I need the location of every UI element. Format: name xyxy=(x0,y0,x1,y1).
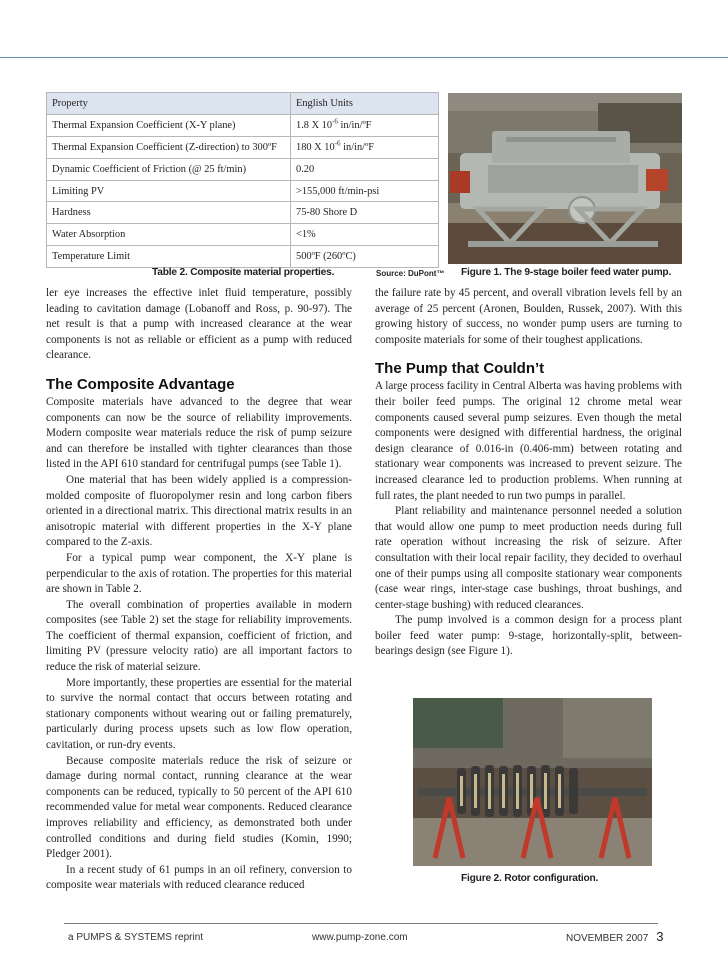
row-value: 180 X $10^{-6}$ in/in/ºF xyxy=(291,136,439,158)
footer-rule xyxy=(64,923,658,924)
left-paragraph: ler eye increases the effective inlet fluid temperature, possibly leading to cavitation damage (Lobanoff and Ross, p. 90-97). The net result is that a pump with increased clearance at the wear components is not as reliable or efficient as a pump with reduced clearance. xyxy=(46,287,352,362)
left-paragraph: Composite materials have advanced to the degree that wear components can now be the source of reliability improvements. Modern composite wear materials reduce the risk of pump seizure and can therefore be installed with tighter clearances than those listed in the API 610 standard for centrifugal pumps (see Table 1). xyxy=(46,395,352,471)
table-row xyxy=(47,246,439,268)
figure2-caption: Figure 2. Rotor configuration. xyxy=(461,873,599,884)
right-paragraph: the failure rate by 45 percent, and overall vibration levels fell by an average of 25 percent (Aronen, Boulden, Russek, 2007). With this growing history of success, no wonder pump users are turning to composite materials for some of their toughest applications. xyxy=(375,287,682,346)
left-paragraph: For a typical pump wear component, the X-Y plane is perpendicular to the axis of rotation. The properties for this material are shown in Table 2. xyxy=(46,551,352,596)
right-column xyxy=(375,286,682,660)
right-paragraph: The pump involved is a common design for a process plant boiler feed water pump: 9-stage, horizontally-split, between-bearings design (see Figure 1). xyxy=(375,614,682,658)
row-property: Thermal Expansion Coefficient (Z-direction) to 300ºF xyxy=(47,136,291,158)
left-paragraph: More importantly, these properties are essential for the material to survive the normal contact that occurs between rotating and stationary components without wearing out or failing prematurely, particularly during process upsets such as low flow operation, cavitation, or run-dry events. xyxy=(46,676,352,752)
header-property: Property xyxy=(47,93,291,115)
page-number: 3 xyxy=(656,929,664,944)
table-row xyxy=(47,114,439,136)
right-paragraph: Plant reliability and maintenance personnel needed a solution that would allow one pump to meet production needs during full rate operation without increasing the risk of seizure. After consultation with their local repair facility, they decided to overhaul one of their pumps using all composite stationary wear components (case wear rings, inter-stage case bushings, throat bushings, and center-stage bushing) with reduced clearances. xyxy=(375,505,682,611)
properties-table xyxy=(46,92,439,268)
row-property: Hardness xyxy=(47,202,291,224)
footer-date: NOVEMBER 2007 xyxy=(566,933,649,944)
row-value: 0.20 xyxy=(291,158,439,180)
row-value: 75-80 Shore D xyxy=(291,202,439,224)
row-property: Dynamic Coefficient of Friction (@ 25 ft/min) xyxy=(47,158,291,180)
pump-photo xyxy=(448,93,682,264)
rotor-photo xyxy=(413,698,652,866)
table-row xyxy=(47,224,439,246)
header-units: English Units xyxy=(291,93,439,115)
top-rule xyxy=(0,57,728,58)
row-property: Thermal Expansion Coefficient (X-Y plane) xyxy=(47,114,291,136)
table-caption: Table 2. Composite material properties. xyxy=(152,267,335,278)
heading-composite-advantage: The Composite Advantage xyxy=(46,375,235,393)
row-value: 500ºF (260ºC) xyxy=(291,246,439,268)
footer-publication: a PUMPS & SYSTEMS reprint xyxy=(68,932,204,943)
row-property: Water Absorption xyxy=(47,224,291,246)
footer-website: www.pump-zone.com xyxy=(312,932,408,943)
table-row xyxy=(47,136,439,158)
row-value: >155,000 ft/min-psi xyxy=(291,180,439,202)
figure1-caption: Figure 1. The 9-stage boiler feed water pump. xyxy=(461,267,672,278)
row-property: Temperature Limit xyxy=(47,246,291,268)
footer-date-page xyxy=(566,929,664,944)
left-paragraph: In a recent study of 61 pumps in an oil refinery, conversion to composite wear materials with reduced clearance reduced xyxy=(46,863,352,892)
figure1-source: Source: DuPont™ xyxy=(376,269,445,278)
left-column xyxy=(46,286,352,894)
right-paragraph: A large process facility in Central Alberta was having problems with their boiler feed pumps. The original 12 chrome metal wear components caused several pump seizures. Even though the metal components were designed with differential hardness, the original design clearance of 0.016-in (0.406-mm) between rotating and stationary wear components was increased to prevent seizure. The increased clearance led to production problems. When running at full rates, the plant needed to run two pumps in parallel. xyxy=(375,380,682,502)
table-row xyxy=(47,158,439,180)
heading-pump-that-couldnt: The Pump that Couldn’t xyxy=(375,360,545,378)
left-paragraph: The overall combination of properties available in modern composites (see Table 2) set the stage for reliability improvements. The coefficient of thermal expansion, coefficient of friction, and limiting PV (pressure velocity ratio) are all important factors to reduce the risk of material seizure. xyxy=(46,598,352,674)
row-property: Limiting PV xyxy=(47,180,291,202)
left-paragraph: One material that has been widely applied is a compression-molded composite of fluoropolymer resin and long carbon fibers oriented in a directional matrix. This directional matrix results in an anisotropic material with different properties in the X-Y plane compared to the Z-axis. xyxy=(46,473,352,549)
rotor-image xyxy=(413,698,652,866)
row-value: <1% xyxy=(291,224,439,246)
table-row xyxy=(47,202,439,224)
left-paragraph: Because composite materials reduce the risk of seizure or damage during normal contact, running clearance at the wear components can be reduced, typically to 50 percent of the API 610 recommended value for metal wear components. Reduced clearance improves reliability and efficiency, as demonstrated both under controlled conditions and during field studies (Komin, 1990; Pledger 2001). xyxy=(46,754,352,861)
table-header-row xyxy=(47,93,439,115)
row-value: 1.8 X $10^{-6}$ in/in/ºF xyxy=(291,114,439,136)
table-row xyxy=(47,180,439,202)
boiler-pump-image xyxy=(448,93,682,264)
